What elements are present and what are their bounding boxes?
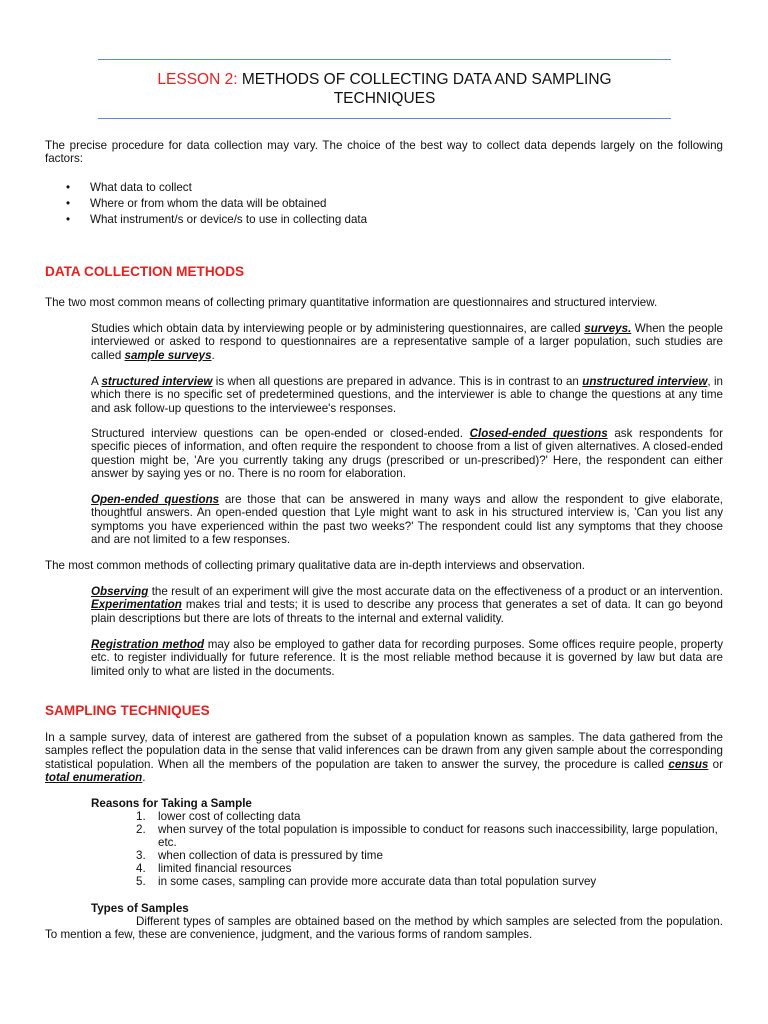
bullet-item: • What data to collect [66, 181, 192, 194]
term-open-ended-questions: Open-ended questions [91, 493, 220, 506]
term-closed-ended-questions: Closed-ended questions [469, 427, 608, 440]
list-item: 3. when collection of data is pressured by time [136, 849, 383, 862]
top-rule [98, 59, 671, 60]
types-paragraph: Different types of samples are obtained based on the method by which samples are selected from the population. To mention a few, these are convenience, judgment, and the various forms of random samples. [45, 915, 723, 942]
term-surveys: surveys. [584, 322, 632, 335]
title-prefix: LESSON 2: [157, 71, 238, 88]
reasons-heading: Reasons for Taking a Sample [91, 797, 252, 810]
term-total-enumeration: total enumeration [45, 771, 143, 785]
list-item: 5. in some cases, sampling can provide more accurate data than total population survey [136, 875, 597, 888]
term-census: census [668, 757, 709, 771]
bullet-item: • What instrument/s or device/s to use in collecting data [66, 213, 368, 226]
section1-paragraph-1: The two most common means of collecting primary quantitative information are questionnaires and structured interview. [45, 296, 658, 309]
list-item: 1. lower cost of collecting data [136, 810, 301, 823]
bottom-rule [98, 118, 671, 119]
section-heading-sampling: SAMPLING TECHNIQUES [45, 703, 210, 718]
page-title [98, 70, 671, 108]
term-structured-interview: structured interview [101, 375, 213, 388]
bullet-dot-icon: • [66, 197, 71, 210]
term-observing: Observing [91, 585, 149, 598]
term-sample-surveys: sample surveys [124, 348, 212, 362]
term-registration-method: Registration method [91, 638, 205, 651]
section-heading-data-collection: DATA COLLECTION METHODS [45, 264, 245, 279]
qualitative-paragraph: The most common methods of collecting primary qualitative data are in-depth interviews and observation. [45, 559, 586, 572]
open-ended-paragraph: Open-ended questions are those that can be answered in many ways and allow the respondent to give elaborate, thoughtful answers. An open-ended question that Lyle might want to ask in his structured interview is, 'Can you list any symptoms you have experienced within the past two weeks?' The respondent could list any symptoms that they choose and are not limited to a few responses. [91, 493, 724, 547]
bullet-dot-icon: • [66, 213, 71, 226]
term-experimentation: Experimentation [91, 598, 182, 612]
structured-interview-paragraph: A structured interview is when all questions are prepared in advance. This is in contrast to an unstructured interview, in which there is no specific set of predetermined questions, and the interviewer is able to change the questions at any time and ask follow-up questions to the interviewee's responses. [91, 375, 723, 415]
registration-paragraph: Registration method may also be employed to gather data for recording purposes. Some offices require people, property etc. to register individually for future reference. It is the most reliable method because it is governed by law but data are limited only to what are listed in the documents. [91, 638, 723, 678]
term-unstructured-interview: unstructured interview [582, 375, 708, 388]
title-line2: TECHNIQUES [333, 90, 436, 107]
bullet-dot-icon: • [66, 181, 71, 194]
surveys-paragraph: Studies which obtain data by interviewing people or by administering questionnaires, are called surveys. When the people interviewed or asked to respond to questionnaires are a representative sample of a larger population, such studies are called sample surveys. [91, 322, 723, 362]
title-line1: METHODS OF COLLECTING DATA AND SAMPLING [241, 71, 612, 88]
types-heading: Types of Samples [91, 902, 189, 915]
closed-ended-paragraph: Structured interview questions can be open-ended or closed-ended. Closed-ended questions ask respondents for specific pieces of information, and often require the respondent to choose from a list of given alternatives. A closed-ended question might be, 'Are you currently taking any drugs (prescribed or un-prescribed)?' Here, the respondent can either answer by saying yes or no. There is no room for elaboration. [91, 427, 723, 481]
sampling-paragraph: In a sample survey, data of interest are gathered from the subset of a population known as samples. The data gathered from the samples reflect the population data in the sense that valid inferences can be drawn from any given sample about the corresponding statistical population. When all the members of the population are taken to answer the survey, the procedure is called census or total enumeration. [45, 731, 723, 785]
list-item: 4. limited financial resources [136, 862, 292, 875]
list-item: 2. when survey of the total population is impossible to conduct for reasons such inaccessibility, large population, etc. [136, 823, 718, 850]
observing-paragraph: Observing the result of an experiment will give the most accurate data on the effectiveness of a product or an intervention. Experimentation makes trial and tests; it is used to describe any process that generates a set of data. It can go beyond plain descriptions but there are lots of threats to the internal and external validity. [91, 585, 723, 625]
bullet-item: • Where or from whom the data will be obtained [66, 197, 327, 210]
intro-paragraph: The precise procedure for data collection may vary. The choice of the best way to collect data depends largely on the following factors: [45, 139, 723, 166]
